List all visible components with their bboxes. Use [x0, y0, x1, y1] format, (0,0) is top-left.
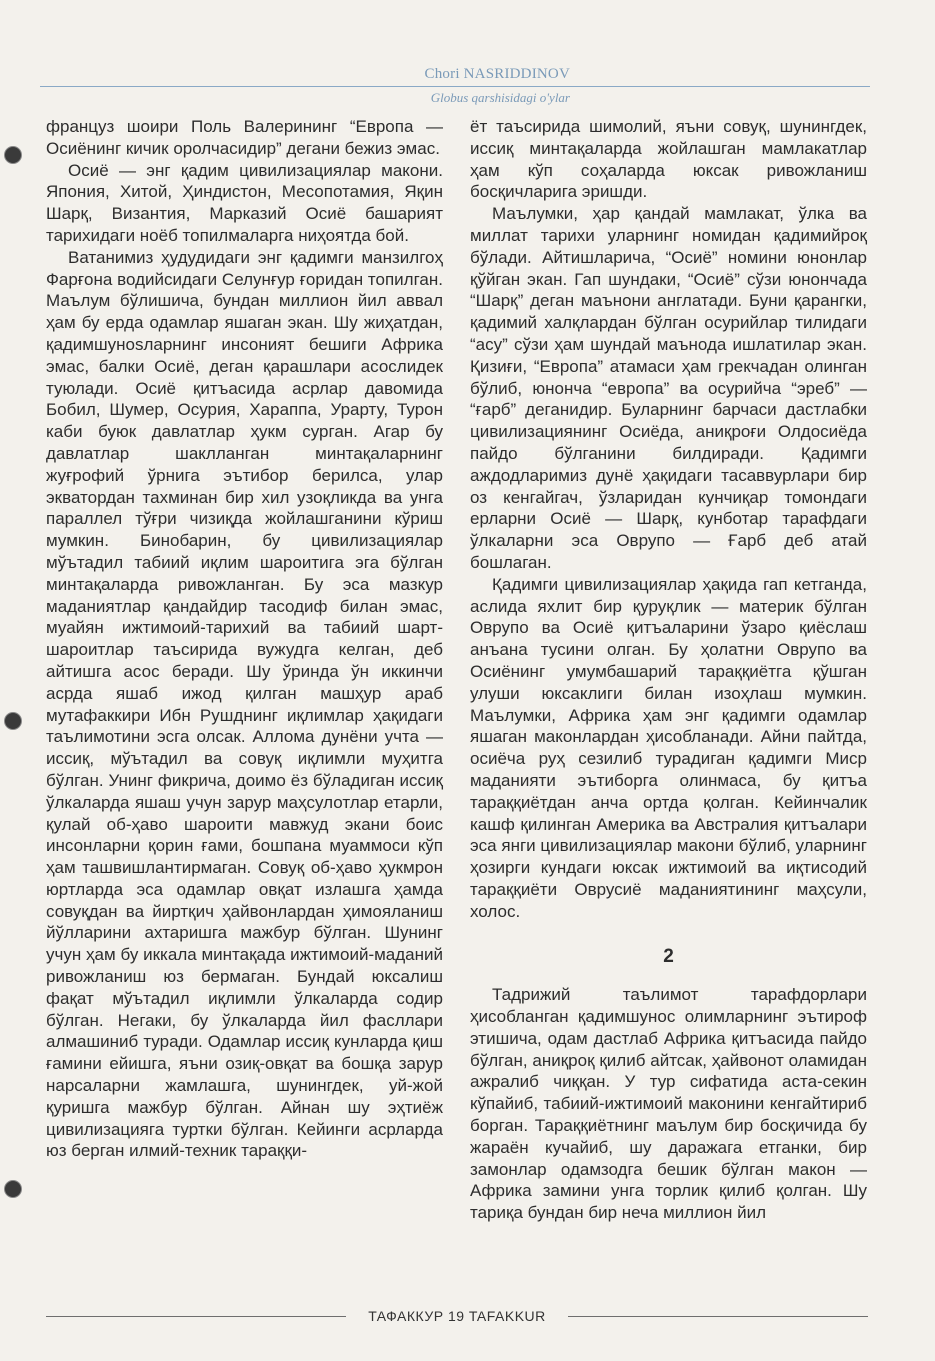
- binder-hole-icon: [4, 712, 22, 730]
- right-column: [470, 116, 867, 1224]
- footer-text: ТАФАККУР 19 TAFAKKUR: [368, 1308, 546, 1324]
- paragraph: ёт таъсирида шимолий, яъни совуқ, шунингдек, иссиқ минтақаларда жойлашган мамлакатлар ҳам кўп соҳаларда юксак ривожланиш босқичларига эришди.: [470, 117, 867, 202]
- footer-rule-left: [46, 1316, 346, 1317]
- paragraph: Тадрижий таълимот тарафдорлари ҳисобланган қадимшунос олимларнинг эътироф этишича, одам дастлаб Африка қитъасида пайдо бўлган, аниқроқ қилиб айтсак, ҳайвонот оламидан ажралиб чиққан. У тур сифатида аста-секин кўпайиб, табиий-ижтимоий маконини кенгайтириб борган. Тараққиётнинг маълум бир босқичида бу жараён кучайиб, шу даражага етганки, бир замонлар одамзодга бешик бўлган макон — Африка замини унга торлик қилиб қолган. Шу тариқа бундан бир неча миллион йил: [470, 985, 867, 1223]
- running-header: [40, 60, 870, 110]
- paragraph: Маълумки, ҳар қандай мамлакат, ўлка ва миллат тарихи уларнинг номидан қадимийроқ бўлади. Айтишларича, “Осиё” номини юнонлар қўйган экан. Гап шундаки, “Осиё” сўзи юнончада “Шарқ” деган маънони англатади. Буни қарангки, қадимий халқлардан бўлган осурийлар тилидаги “асу” сўзи ҳам шундай маънода ишлатилар экан. Қизиғи, “Европа” атамаси ҳам грекчадан олинган бўлиб, юнонча “европа” ва осурийча “эреб” — “ғарб” деганидир. Буларнинг барчаси дастлабки цивилизациянинг Осиёда, аниқроғи Олдосиёда пайдо бўлганини билдиради. Қадимги аждодларимиз дунё ҳақидаги тасаввурлари бир оз кенгайгач, ўзларидан кунчиқар томондаги ерларни Осиё — Шарқ, кунботар тарафдаги ўлкаларни эса Оврупо — Ғарб деб атай бошлаган.: [470, 204, 867, 572]
- paragraph: Осиё — энг қадим цивилизациялар макони. Япония, Хитой, Ҳиндистон, Месопотамия, Яқин Шарқ, Византия, Марказий Осиё башарият тарихидаги ноёб топилмаларга ниҳоятда бой.: [46, 160, 443, 245]
- left-column: [46, 116, 443, 1162]
- article-body: [46, 116, 868, 1286]
- header-subtitle: Globus qarshisidagi o'ylar: [430, 90, 570, 105]
- footer-rule-right: [568, 1316, 868, 1317]
- binder-hole-icon: [4, 1180, 22, 1198]
- header-author: Chori NASRIDDINOV: [424, 66, 570, 82]
- binder-hole-icon: [4, 146, 22, 164]
- paragraph: Ватанимиз ҳудудидаги энг қадимги манзилгоҳ Фарғона водийсидаги Селунғур ғоридан топилган. Маълум бўлишича, бундан миллион йил аввал ҳам бу ерда одамлар яшаган экан. Шу жиҳатдан, қадимшунosларнинг инсоният бешиги Африка эмас, балки Осиё, деган қарашлари асослидек туюлади. Осиё қитъасида асрлар давомида Бобил, Шумер, Осурия, Хараппа, Урарту, Турон каби буюк давлатлар ҳукм сурган. Агар бу давлатлар шаклланган минтақаларнинг жуғрофий ўрнига эътибор берилса, улар экватордан тахминан бир хил узоқликда ва унга параллел тўғри чизиқда жойлашганини кўриш мумкин. Бинобарин, бу цивилизациялар мўътадил табиий иқлим шароитига эга бўлган минтақаларда ривожланган. Бу эса мазкур маданиятлар қандайдир тасодиф билан эмас, муайян ижтимоий-тарихий ва табиий шарт-шароитлар таъсирида вужудга келган, деб айтишга асос беради. Шу ўринда ўн иккинчи асрда яшаб ижод қилган машҳур араб мутафаккири Ибн Рушднинг иқлимлар ҳақидаги таълимотини эсга олсак. Аллома дунёни учта — иссиқ, мўътадил ва совуқ иқлимли муҳитга бўлган. Унинг фикрича, доимо ёз бўладиган иссиқ ўлкаларда яшаш учун зарур маҳсулотлар етарли, қулай об-ҳаво шароити мавжуд экани боис инсонларни қорин ғами, бошпана муаммоси кўп ҳам ташвишлантирмаган. Совуқ об-ҳаво ҳукмрон юртларда эса одамлар овқат излашга ҳамда совуқдан ва йиртқич ҳайвонлардан ҳимояланиш йўлларини ахтаришга мажбур бўлган. Шунинг учун ҳам бу иккала минтақада ижтимоий-маданий ривожланиш юз бермаган. Бундай юксалиш фақат мўътадил иқлимли ўлкаларда содир бўлган. Негаки, бу ўлкаларда йил фасллари алмашиниб туради. Одамлар иссиқ кунларда қиш ғамини ейишга, яъни озиқ-овқат ва бошқа зарур нарсаларни жамлашга, шунингдек, уй-жой қуришга мажбур бўлган. Айнан шу эҳтиёж цивилизацияга туртки бўлган. Кейинги асрларда юз берган илмий-техник тараққи-: [46, 247, 443, 1161]
- running-footer: [46, 1306, 868, 1326]
- section-number: 2: [663, 946, 674, 968]
- paragraph: Қадимги цивилизациялар ҳақида гап кетганда, аслида яхлит бир қуруқлик — материк бўлган Оврупо ва Осиё қитъаларини ўзаро қиёслаш анъана тусини олган. Бу ҳолатни Оврупо ва Осиёнинг умумбашарий тараққиётга қўшган улуши юксаклиги билан изоҳлаш мумкин. Маълумки, Африка ҳам энг қадимги одамлар яшаган маконлардан ҳисобланади. Айни пайтда, осиёча руҳ сезилиб турадиган қадимги Миср маданияти эътиборга олинмаса, бу қитъа тараққиётдан анча ортда қолган. Кейинчалик кашф қилинган Америка ва Австралия қитъалари эса янги цивилизациялар макони бўлиб, уларнинг ҳозирги кундаги юксак ижтимоий ва иқтисодий тараққиёти Оврусиё маданиятининг маҳсули, холос.: [470, 574, 867, 921]
- paragraph: француз шоири Поль Валерининг “Европа — Осиёнинг кичик оролчасидир” дегани бежиз эмас.: [46, 117, 443, 158]
- header-rule: [40, 86, 870, 87]
